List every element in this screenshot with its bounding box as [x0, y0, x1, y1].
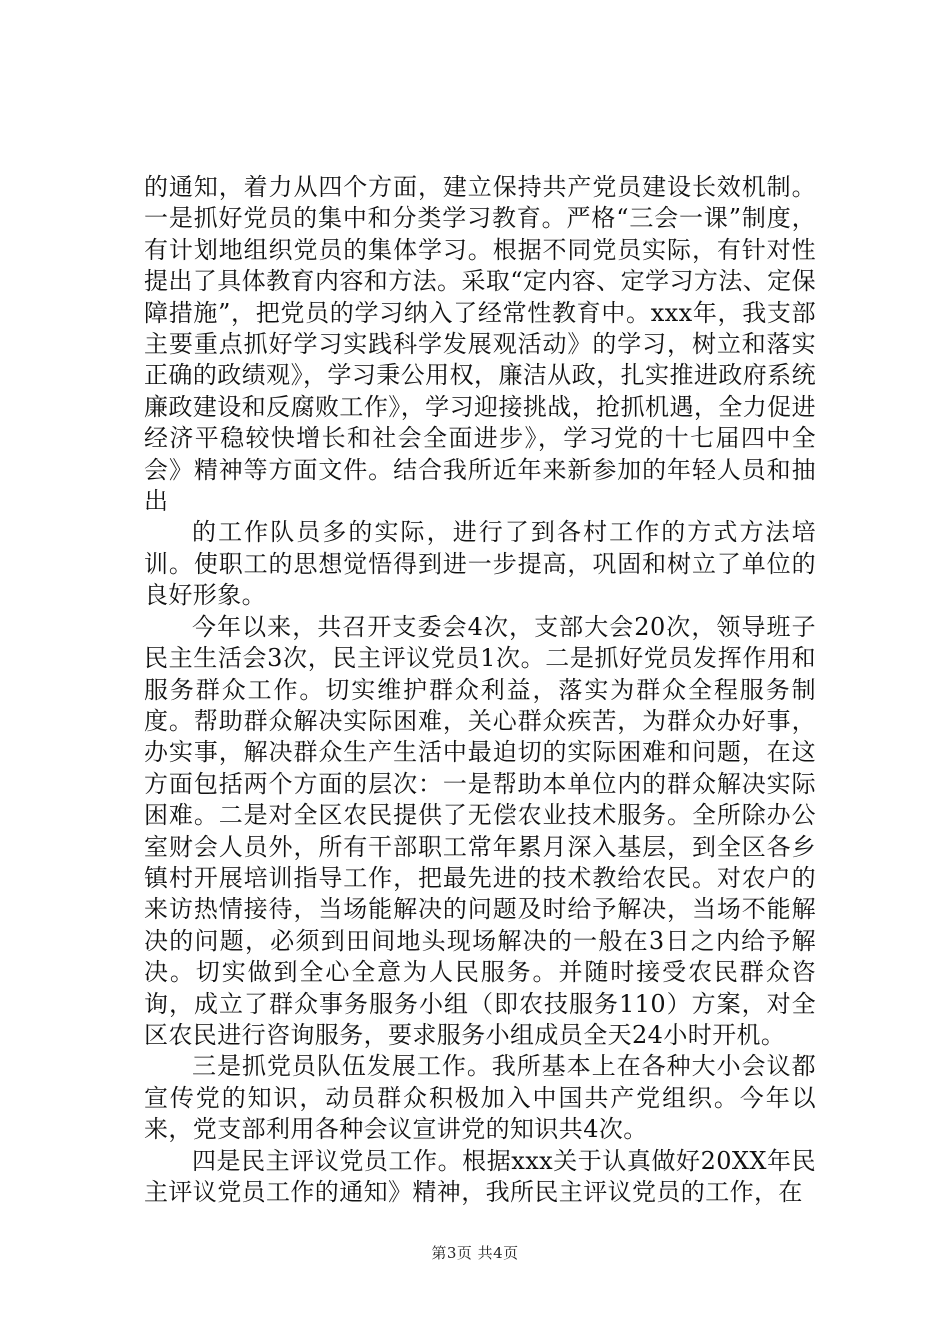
paragraph-1: 的通知，着力从四个方面，建立保持共产党员建设长效机制。一是抓好党员的集中和分类学习教育。严格“三会一课”制度，有计划地组织党员的集体学习。根据不同党员实际，有针对性提出了具体教育内容和方法。采取“定内容、定学习方法、定保障措施”，把党员的学习纳入了经常性教育中。xxx年，我支部主要重点抓好学习实践科学发展观活动》的学习，树立和落实正确的政绩观》，学习秉公用权，廉洁从政，扎实推进政府系统廉政建设和反腐败工作》，学习迎接挑战，抢抓机遇，全力促进经济平稳较快增长和社会全面进步》，学习党的十七届四中全会》精神等方面文件。结合我所近年来新参加的年轻人员和抽出	[144, 173, 816, 516]
document-body	[144, 172, 816, 1208]
paragraph-3: 今年以来，共召开支委会4次，支部大会20次，领导班子民主生活会3次，民主评议党员1次。二是抓好党员发挥作用和服务群众工作。切实维护群众利益，落实为群众全程服务制度。帮助群众解决实际困难，关心群众疾苦，为群众办好事，办实事，解决群众生产生活中最迫切的实际困难和问题，在这方面包括两个方面的层次：一是帮助本单位内的群众解决实际困难。二是对全区农民提供了无偿农业技术服务。全所除办公室财会人员外，所有干部职工常年累月深入基层，到全区各乡镇村开展培训指导工作，把最先进的技术教给农民。对农户的来访热情接待，当场能解决的问题及时给予解决，当场不能解决的问题，必须到田间地头现场解决的一般在3日之内给予解决。切实做到全心全意为人民服务。并随时接受农民群众咨询，成立了群众事务服务小组（即农技服务110）方案，对全区农民进行咨询服务，要求服务小组成员全天24小时开机。	[144, 612, 816, 1049]
paragraph-5: 四是民主评议党员工作。根据xxx关于认真做好20XX年民主评议党员工作的通知》精神，我所民主评议党员的工作，在	[144, 1146, 816, 1206]
paragraph-2: 的工作队员多的实际，进行了到各村工作的方式方法培训。使职工的思想觉悟得到进一步提高，巩固和树立了单位的良好形象。	[144, 518, 816, 610]
page-number-footer: 第3页 共4页	[431, 1244, 519, 1262]
paragraph-4: 三是抓党员队伍发展工作。我所基本上在各种大小会议都宣传党的知识，动员群众积极加入中国共产党组织。今年以来，党支部利用各种会议宣讲党的知识共4次。	[144, 1052, 816, 1144]
